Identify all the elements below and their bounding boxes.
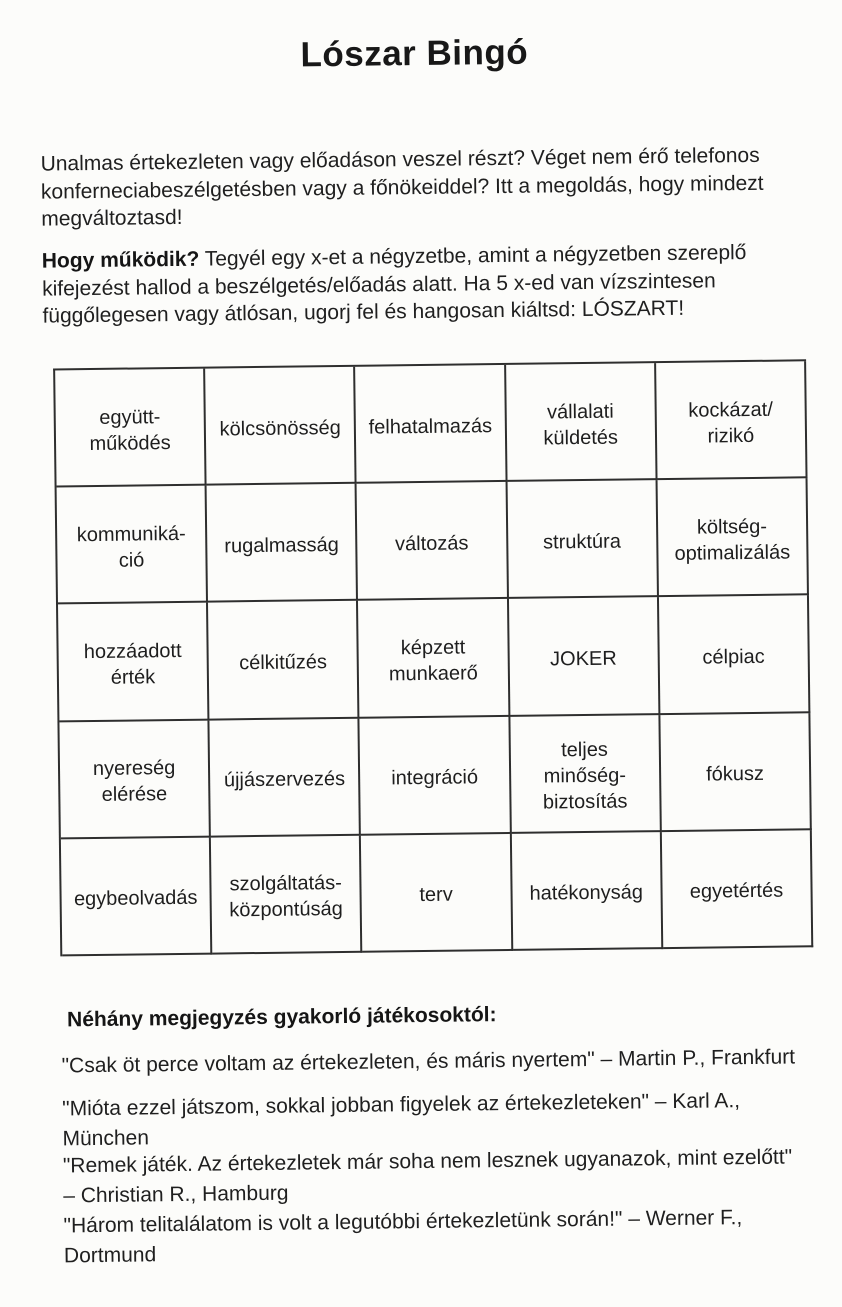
testimonials-heading: Néhány megjegyzés gyakorló játékosoktól: (66, 1003, 497, 1032)
bingo-cell: célpiac (659, 596, 811, 715)
testimonial-quote: "Három telitalálatom is volt a legutóbbi értekezletünk során!" – Werner F., Dortmund (63, 1206, 743, 1268)
how-it-works-text: Tegyél egy x-et a négyzetbe, amint a négyzetben szereplő kifejezést hallod a beszélgetés/előadás alatt. Ha 5 x-ed van vízszintesen függőlegesen vagy átlósan, ugorj fel és hangosan kiáltsd: LÓSZART! (42, 240, 747, 328)
bingo-cell: kommuniká- ció (57, 486, 209, 605)
bingo-cell: nyereség elérése (59, 720, 211, 839)
bingo-cell: kölcsönösség (205, 367, 357, 486)
bingo-cell: költség- optimalizálás (657, 478, 809, 597)
bingo-cell-joker: JOKER (509, 597, 661, 716)
bingo-cell: terv (361, 834, 513, 953)
bingo-cell: szolgáltatás- központúság (211, 836, 363, 955)
testimonial-quote: "Csak öt perce voltam az értekezleten, és máris nyertem" – Martin P., Frankfurt (61, 1045, 796, 1078)
bingo-cell: integráció (360, 717, 512, 836)
bingo-cell: kockázat/ rizikó (656, 361, 808, 480)
bingo-cell: hozzáadott érték (58, 603, 210, 722)
bingo-cell: felhatalmazás (356, 365, 508, 484)
how-it-works-paragraph (42, 238, 823, 330)
bingo-cell: fókusz (660, 713, 812, 832)
bingo-cell: célkitűzés (208, 601, 360, 720)
intro-paragraph: Unalmas értekezleten vagy előadáson veszel részt? Véget nem érő telefonos konferneciabeszélgetésben vagy a főnökeiddel? Itt a megoldás, hogy mindezt megváltoztasd! (40, 143, 764, 231)
page-title: Lószar Bingó (300, 32, 529, 75)
testimonial-quote: "Mióta ezzel játszom, sokkal jobban figyelek az értekezleteken" – Karl A., München (62, 1089, 741, 1151)
bingo-cell: képzett munkaerő (358, 599, 510, 718)
bingo-cell: egybeolvadás (61, 837, 213, 956)
bingo-cell: együtt- működés (55, 369, 207, 488)
bingo-cell: rugalmasság (207, 484, 359, 603)
bingo-cell: struktúra (507, 480, 659, 599)
bingo-cell: egyetértés (662, 830, 814, 949)
bingo-cell: teljes minőség- biztosítás (510, 715, 662, 834)
bingo-cell: változás (357, 482, 509, 601)
bingo-cell: hatékonyság (511, 832, 663, 951)
bingo-cell: újjászervezés (210, 718, 362, 837)
testimonial-quote: "Remek játék. Az értekezletek már soha nem lesznek ugyanazok, mint ezelőtt" – Christian R., Hamburg (62, 1145, 793, 1208)
how-it-works-label: Hogy működik? (41, 247, 200, 273)
bingo-cell: vállalati küldetés (506, 363, 658, 482)
bingo-grid (53, 359, 813, 956)
